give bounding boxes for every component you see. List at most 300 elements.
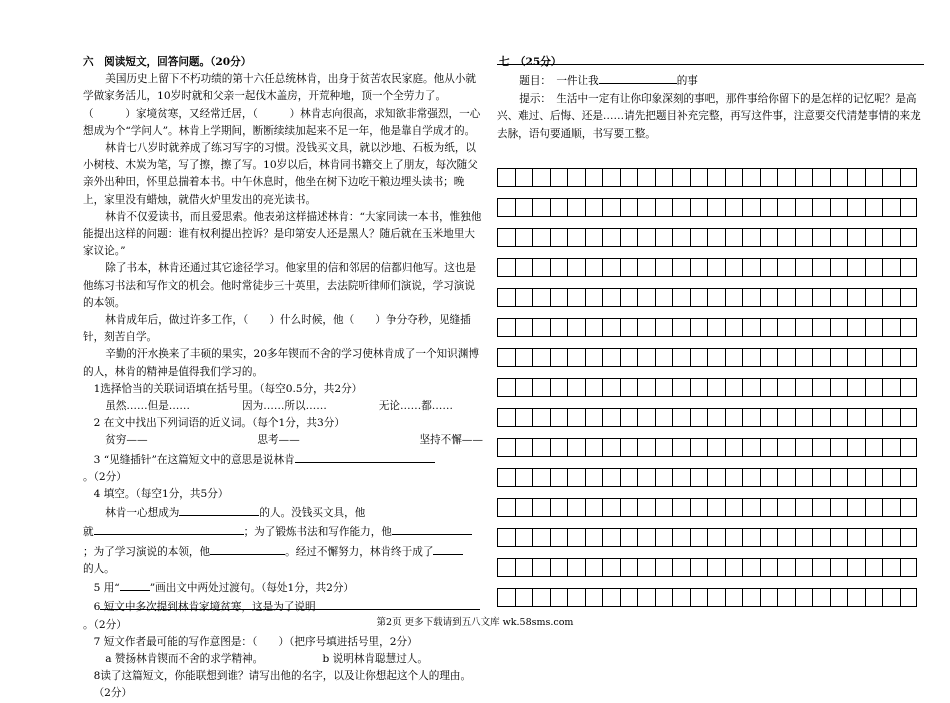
grid-cell[interactable] [690, 288, 708, 307]
grid-row[interactable] [497, 588, 924, 607]
grid-cell[interactable] [550, 198, 568, 217]
grid-cell[interactable] [742, 198, 760, 217]
grid-cell[interactable] [602, 408, 620, 427]
grid-cell[interactable] [707, 438, 725, 457]
grid-cell[interactable] [830, 288, 848, 307]
grid-cell[interactable] [777, 228, 795, 247]
grid-cell[interactable] [865, 288, 883, 307]
grid-cell[interactable] [532, 288, 550, 307]
grid-cell[interactable] [777, 438, 795, 457]
grid-row[interactable] [497, 528, 924, 547]
grid-cell[interactable] [620, 588, 638, 607]
grid-cell[interactable] [497, 408, 515, 427]
grid-cell[interactable] [672, 348, 690, 367]
grid-cell[interactable] [672, 318, 690, 337]
grid-cell[interactable] [847, 318, 865, 337]
grid-cell[interactable] [760, 198, 778, 217]
grid-cell[interactable] [602, 378, 620, 397]
grid-cell[interactable] [760, 498, 778, 517]
grid-cell[interactable] [847, 288, 865, 307]
grid-cell[interactable] [865, 588, 883, 607]
grid-cell[interactable] [795, 228, 813, 247]
grid-row[interactable] [497, 288, 924, 307]
grid-cell[interactable] [900, 228, 918, 247]
grid-cell[interactable] [830, 348, 848, 367]
grid-cell[interactable] [620, 228, 638, 247]
grid-cell[interactable] [532, 528, 550, 547]
grid-cell[interactable] [585, 228, 603, 247]
grid-cell[interactable] [882, 408, 900, 427]
grid-cell[interactable] [777, 528, 795, 547]
grid-cell[interactable] [777, 588, 795, 607]
grid-cell[interactable] [602, 468, 620, 487]
grid-cell[interactable] [795, 378, 813, 397]
grid-cell[interactable] [672, 198, 690, 217]
grid-cell[interactable] [742, 498, 760, 517]
grid-cell[interactable] [620, 198, 638, 217]
grid-cell[interactable] [550, 378, 568, 397]
grid-cell[interactable] [795, 528, 813, 547]
grid-cell[interactable] [760, 468, 778, 487]
grid-cell[interactable] [707, 528, 725, 547]
grid-cell[interactable] [672, 468, 690, 487]
grid-cell[interactable] [690, 498, 708, 517]
grid-cell[interactable] [760, 168, 778, 187]
grid-cell[interactable] [637, 198, 655, 217]
q4-blank[interactable] [210, 542, 285, 555]
grid-cell[interactable] [777, 498, 795, 517]
grid-cell[interactable] [742, 228, 760, 247]
grid-cell[interactable] [865, 528, 883, 547]
grid-cell[interactable] [515, 588, 533, 607]
grid-cell[interactable] [882, 438, 900, 457]
grid-cell[interactable] [900, 558, 918, 577]
grid-cell[interactable] [847, 558, 865, 577]
grid-cell[interactable] [812, 498, 830, 517]
q4-blank[interactable] [392, 522, 472, 535]
grid-cell[interactable] [515, 408, 533, 427]
grid-cell[interactable] [690, 318, 708, 337]
grid-cell[interactable] [900, 468, 918, 487]
grid-cell[interactable] [585, 318, 603, 337]
grid-cell[interactable] [550, 258, 568, 277]
grid-cell[interactable] [865, 558, 883, 577]
grid-cell[interactable] [760, 288, 778, 307]
grid-cell[interactable] [672, 408, 690, 427]
grid-cell[interactable] [865, 348, 883, 367]
grid-cell[interactable] [672, 228, 690, 247]
grid-cell[interactable] [567, 318, 585, 337]
grid-cell[interactable] [847, 528, 865, 547]
grid-cell[interactable] [532, 438, 550, 457]
grid-cell[interactable] [830, 408, 848, 427]
grid-row[interactable] [497, 498, 924, 517]
grid-cell[interactable] [637, 288, 655, 307]
grid-cell[interactable] [725, 348, 743, 367]
grid-cell[interactable] [550, 228, 568, 247]
grid-cell[interactable] [725, 378, 743, 397]
grid-cell[interactable] [795, 468, 813, 487]
grid-cell[interactable] [760, 258, 778, 277]
q4-blank[interactable] [433, 542, 463, 555]
grid-cell[interactable] [707, 588, 725, 607]
grid-cell[interactable] [725, 528, 743, 547]
grid-cell[interactable] [812, 438, 830, 457]
grid-cell[interactable] [725, 318, 743, 337]
grid-cell[interactable] [620, 498, 638, 517]
grid-cell[interactable] [865, 198, 883, 217]
grid-cell[interactable] [812, 228, 830, 247]
grid-cell[interactable] [655, 468, 673, 487]
grid-cell[interactable] [672, 168, 690, 187]
grid-cell[interactable] [497, 468, 515, 487]
grid-cell[interactable] [637, 588, 655, 607]
writing-grid[interactable] [497, 168, 924, 618]
topic-blank[interactable] [599, 71, 677, 84]
grid-cell[interactable] [637, 228, 655, 247]
grid-cell[interactable] [707, 378, 725, 397]
grid-cell[interactable] [900, 438, 918, 457]
grid-cell[interactable] [830, 258, 848, 277]
grid-cell[interactable] [760, 378, 778, 397]
grid-cell[interactable] [900, 258, 918, 277]
grid-cell[interactable] [585, 498, 603, 517]
grid-cell[interactable] [882, 168, 900, 187]
grid-cell[interactable] [830, 168, 848, 187]
grid-cell[interactable] [567, 498, 585, 517]
grid-cell[interactable] [655, 348, 673, 367]
grid-cell[interactable] [900, 288, 918, 307]
grid-cell[interactable] [725, 288, 743, 307]
grid-cell[interactable] [830, 528, 848, 547]
grid-cell[interactable] [760, 318, 778, 337]
grid-cell[interactable] [690, 528, 708, 547]
grid-cell[interactable] [585, 528, 603, 547]
grid-cell[interactable] [830, 198, 848, 217]
grid-cell[interactable] [532, 408, 550, 427]
grid-cell[interactable] [725, 168, 743, 187]
grid-cell[interactable] [550, 588, 568, 607]
grid-cell[interactable] [742, 378, 760, 397]
grid-cell[interactable] [882, 288, 900, 307]
grid-cell[interactable] [532, 498, 550, 517]
grid-cell[interactable] [900, 198, 918, 217]
grid-cell[interactable] [777, 198, 795, 217]
grid-cell[interactable] [515, 378, 533, 397]
grid-cell[interactable] [812, 318, 830, 337]
grid-cell[interactable] [585, 438, 603, 457]
grid-cell[interactable] [707, 558, 725, 577]
grid-row[interactable] [497, 558, 924, 577]
grid-cell[interactable] [655, 528, 673, 547]
grid-cell[interactable] [725, 498, 743, 517]
grid-cell[interactable] [515, 468, 533, 487]
grid-cell[interactable] [637, 378, 655, 397]
grid-cell[interactable] [777, 318, 795, 337]
grid-cell[interactable] [515, 528, 533, 547]
grid-cell[interactable] [637, 318, 655, 337]
grid-cell[interactable] [742, 348, 760, 367]
grid-cell[interactable] [777, 288, 795, 307]
grid-cell[interactable] [602, 438, 620, 457]
grid-row[interactable] [497, 318, 924, 337]
grid-cell[interactable] [725, 468, 743, 487]
grid-cell[interactable] [550, 288, 568, 307]
grid-cell[interactable] [847, 198, 865, 217]
grid-cell[interactable] [865, 408, 883, 427]
grid-cell[interactable] [550, 438, 568, 457]
grid-cell[interactable] [795, 348, 813, 367]
grid-cell[interactable] [812, 558, 830, 577]
grid-cell[interactable] [602, 318, 620, 337]
grid-cell[interactable] [725, 198, 743, 217]
grid-cell[interactable] [567, 378, 585, 397]
grid-cell[interactable] [532, 198, 550, 217]
grid-cell[interactable] [567, 558, 585, 577]
grid-cell[interactable] [725, 438, 743, 457]
grid-cell[interactable] [777, 408, 795, 427]
grid-cell[interactable] [812, 168, 830, 187]
grid-cell[interactable] [707, 288, 725, 307]
grid-cell[interactable] [882, 588, 900, 607]
grid-cell[interactable] [655, 408, 673, 427]
grid-cell[interactable] [777, 258, 795, 277]
grid-cell[interactable] [882, 228, 900, 247]
grid-cell[interactable] [900, 348, 918, 367]
grid-cell[interactable] [620, 348, 638, 367]
grid-cell[interactable] [882, 378, 900, 397]
grid-cell[interactable] [847, 348, 865, 367]
grid-cell[interactable] [760, 408, 778, 427]
grid-row[interactable] [497, 228, 924, 247]
grid-cell[interactable] [567, 168, 585, 187]
grid-cell[interactable] [847, 408, 865, 427]
grid-cell[interactable] [742, 588, 760, 607]
grid-cell[interactable] [707, 258, 725, 277]
grid-cell[interactable] [725, 588, 743, 607]
grid-cell[interactable] [725, 558, 743, 577]
grid-cell[interactable] [655, 588, 673, 607]
grid-cell[interactable] [620, 558, 638, 577]
grid-cell[interactable] [690, 468, 708, 487]
grid-cell[interactable] [550, 498, 568, 517]
grid-cell[interactable] [882, 528, 900, 547]
grid-row[interactable] [497, 168, 924, 187]
grid-cell[interactable] [637, 348, 655, 367]
grid-cell[interactable] [812, 378, 830, 397]
grid-cell[interactable] [515, 438, 533, 457]
grid-cell[interactable] [567, 528, 585, 547]
grid-cell[interactable] [585, 588, 603, 607]
grid-cell[interactable] [795, 588, 813, 607]
grid-cell[interactable] [515, 258, 533, 277]
grid-cell[interactable] [567, 348, 585, 367]
grid-cell[interactable] [550, 468, 568, 487]
grid-cell[interactable] [707, 498, 725, 517]
grid-cell[interactable] [830, 228, 848, 247]
grid-cell[interactable] [812, 528, 830, 547]
grid-cell[interactable] [900, 168, 918, 187]
grid-row[interactable] [497, 198, 924, 217]
grid-cell[interactable] [742, 168, 760, 187]
grid-row[interactable] [497, 378, 924, 397]
grid-cell[interactable] [497, 168, 515, 187]
grid-cell[interactable] [672, 288, 690, 307]
grid-cell[interactable] [812, 258, 830, 277]
q3-answer-blank[interactable] [295, 450, 435, 463]
grid-cell[interactable] [655, 378, 673, 397]
grid-cell[interactable] [532, 168, 550, 187]
grid-cell[interactable] [882, 318, 900, 337]
grid-cell[interactable] [865, 498, 883, 517]
grid-cell[interactable] [602, 588, 620, 607]
grid-cell[interactable] [637, 528, 655, 547]
grid-cell[interactable] [620, 318, 638, 337]
grid-cell[interactable] [620, 408, 638, 427]
grid-cell[interactable] [567, 228, 585, 247]
grid-cell[interactable] [672, 378, 690, 397]
grid-cell[interactable] [725, 408, 743, 427]
grid-cell[interactable] [760, 438, 778, 457]
grid-row[interactable] [497, 348, 924, 367]
grid-cell[interactable] [620, 288, 638, 307]
grid-cell[interactable] [637, 498, 655, 517]
grid-cell[interactable] [672, 258, 690, 277]
grid-cell[interactable] [567, 258, 585, 277]
grid-cell[interactable] [900, 318, 918, 337]
grid-cell[interactable] [847, 228, 865, 247]
grid-cell[interactable] [690, 558, 708, 577]
grid-cell[interactable] [760, 588, 778, 607]
grid-cell[interactable] [900, 408, 918, 427]
grid-cell[interactable] [690, 408, 708, 427]
grid-cell[interactable] [690, 168, 708, 187]
grid-cell[interactable] [620, 258, 638, 277]
grid-cell[interactable] [655, 288, 673, 307]
grid-cell[interactable] [690, 198, 708, 217]
grid-cell[interactable] [795, 498, 813, 517]
grid-cell[interactable] [830, 318, 848, 337]
q4-blank[interactable] [179, 503, 259, 516]
grid-cell[interactable] [515, 348, 533, 367]
grid-cell[interactable] [795, 198, 813, 217]
grid-cell[interactable] [602, 168, 620, 187]
grid-cell[interactable] [585, 168, 603, 187]
grid-cell[interactable] [812, 408, 830, 427]
grid-cell[interactable] [550, 528, 568, 547]
grid-cell[interactable] [742, 408, 760, 427]
grid-cell[interactable] [812, 288, 830, 307]
grid-cell[interactable] [602, 228, 620, 247]
grid-cell[interactable] [690, 438, 708, 457]
grid-cell[interactable] [532, 228, 550, 247]
grid-cell[interactable] [497, 288, 515, 307]
grid-cell[interactable] [567, 468, 585, 487]
grid-cell[interactable] [707, 168, 725, 187]
grid-cell[interactable] [497, 258, 515, 277]
grid-cell[interactable] [707, 318, 725, 337]
grid-cell[interactable] [550, 408, 568, 427]
grid-cell[interactable] [812, 588, 830, 607]
grid-cell[interactable] [515, 168, 533, 187]
grid-cell[interactable] [707, 468, 725, 487]
grid-cell[interactable] [585, 378, 603, 397]
grid-cell[interactable] [777, 468, 795, 487]
grid-cell[interactable] [830, 558, 848, 577]
grid-cell[interactable] [672, 528, 690, 547]
grid-cell[interactable] [742, 558, 760, 577]
grid-cell[interactable] [900, 498, 918, 517]
grid-cell[interactable] [847, 258, 865, 277]
grid-cell[interactable] [637, 168, 655, 187]
grid-cell[interactable] [900, 528, 918, 547]
grid-cell[interactable] [655, 498, 673, 517]
grid-cell[interactable] [742, 528, 760, 547]
grid-cell[interactable] [690, 378, 708, 397]
grid-cell[interactable] [637, 438, 655, 457]
grid-cell[interactable] [515, 288, 533, 307]
grid-cell[interactable] [567, 288, 585, 307]
grid-cell[interactable] [637, 408, 655, 427]
grid-cell[interactable] [742, 318, 760, 337]
grid-cell[interactable] [620, 168, 638, 187]
grid-cell[interactable] [515, 498, 533, 517]
grid-cell[interactable] [602, 288, 620, 307]
grid-cell[interactable] [847, 468, 865, 487]
grid-cell[interactable] [515, 228, 533, 247]
grid-cell[interactable] [497, 588, 515, 607]
grid-cell[interactable] [620, 468, 638, 487]
grid-cell[interactable] [742, 438, 760, 457]
grid-cell[interactable] [637, 258, 655, 277]
grid-cell[interactable] [742, 258, 760, 277]
grid-row[interactable] [497, 258, 924, 277]
grid-cell[interactable] [567, 198, 585, 217]
grid-cell[interactable] [672, 498, 690, 517]
grid-cell[interactable] [532, 348, 550, 367]
grid-cell[interactable] [795, 288, 813, 307]
grid-cell[interactable] [620, 438, 638, 457]
grid-cell[interactable] [602, 198, 620, 217]
grid-cell[interactable] [672, 588, 690, 607]
grid-cell[interactable] [602, 558, 620, 577]
grid-cell[interactable] [515, 318, 533, 337]
grid-cell[interactable] [515, 198, 533, 217]
grid-cell[interactable] [760, 228, 778, 247]
grid-cell[interactable] [795, 258, 813, 277]
grid-cell[interactable] [795, 558, 813, 577]
grid-cell[interactable] [585, 408, 603, 427]
grid-cell[interactable] [707, 228, 725, 247]
grid-cell[interactable] [585, 198, 603, 217]
grid-cell[interactable] [497, 438, 515, 457]
grid-cell[interactable] [637, 468, 655, 487]
grid-cell[interactable] [497, 498, 515, 517]
grid-cell[interactable] [707, 348, 725, 367]
grid-cell[interactable] [707, 198, 725, 217]
grid-cell[interactable] [900, 378, 918, 397]
grid-cell[interactable] [532, 318, 550, 337]
grid-row[interactable] [497, 468, 924, 487]
grid-cell[interactable] [865, 228, 883, 247]
grid-cell[interactable] [795, 318, 813, 337]
grid-cell[interactable] [567, 438, 585, 457]
grid-cell[interactable] [690, 228, 708, 247]
grid-cell[interactable] [655, 258, 673, 277]
grid-cell[interactable] [585, 258, 603, 277]
grid-cell[interactable] [602, 258, 620, 277]
grid-cell[interactable] [882, 348, 900, 367]
